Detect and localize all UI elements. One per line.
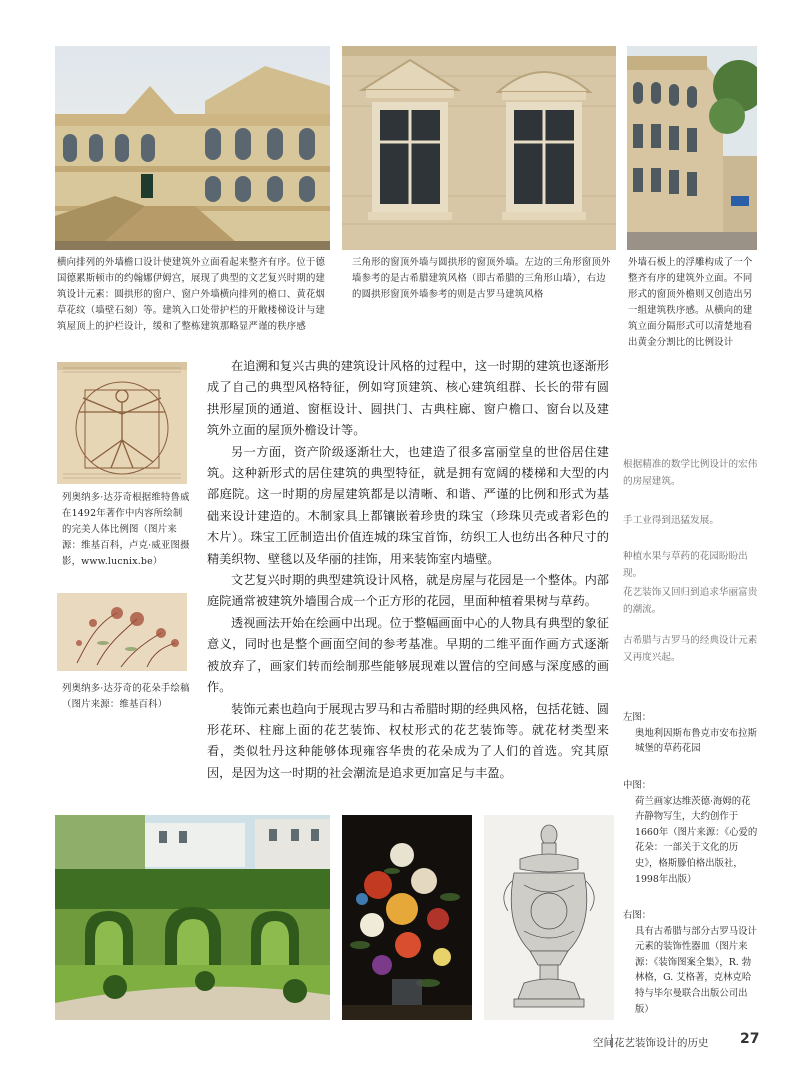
credit-left-image	[623, 710, 759, 757]
paragraph-perspective-painting: 透视画法开始在绘画中出现。位于整幅画面中心的人物具有典型的象征意义，同时也是整个画面空间的参考基准。早期的二维平面作画方式逐渐被放弃了，画家们转而绘制那些能够展现难以置信的空间感与深度感的画作。	[207, 615, 609, 695]
credit-left-label: 左图：	[623, 712, 652, 723]
credit-middle-image	[623, 778, 759, 887]
credit-middle-text: 荷兰画家达维茨德·海姆的花卉静物写生，大约创作于1660年（图片来源：《心爱的花朵：一部关于文化的历史》，格斯滕伯格出版社，1998年出版）	[635, 795, 758, 885]
caption-flower-sketch: 列奥纳多·达芬奇的花朵手绘稿（图片来源：维基百科）	[62, 683, 190, 710]
sidenote-classical: 古希腊与古罗马的经典设计元素又再度兴起。	[623, 635, 758, 663]
paragraph-decorative-elements: 装饰元素也趋向于展现古罗马和古希腊时期的经典风格，包括花链、圆形花环、柱廊上面的花艺装饰、权杖形式的花艺装饰等。就花材类型来看，类似牡丹这种能够体现雍容华贵的花朵成为了人们的首选。究其原因，是因为这一时期的社会潮流是追求更加富足与丰盈。	[207, 701, 609, 780]
paragraph-residential-buildings: 另一方面，资产阶级逐渐壮大，也建造了很多富丽堂皇的世俗居住建筑。这种新形式的居住建筑的典型特征，就是拥有宽阔的楼梯和大型的内部庭院。这一时期的房屋建筑都是以清晰、和谐、严谨的比例和形式为基础来设计建造的。木制家具上都镶嵌着珍贵的珠宝（珍珠贝壳或者彩色的木片）。珠宝工匠制造出价值连城的珠宝首饰，纺织工人也纺出各种尺寸的精美织物、壁毯以及华丽的挂饰，用来装饰室内墙壁。	[207, 444, 609, 566]
photo-vitruvian-man	[57, 362, 187, 484]
caption-johanneum: 横向排列的外墙檐口设计使建筑外立面看起来整齐有序。位于德国德累斯顿市的约翰娜伊姆宫，展现了典型的文艺复兴时期的建筑设计元素：圆拱形的窗户、窗户外墙横向排列的檐口、黄花烟草花纹（墙壁石刻）等。建筑入口处带护栏的开敞楼梯设计与建筑屋顶上的护栏设计，缓和了整栋建筑那略显严谨的秩序感	[57, 257, 326, 332]
sidenote-floral-trend: 花艺装饰又回归到追求华丽富贵的潮流。	[623, 587, 758, 615]
photo-still-life-painting	[342, 815, 472, 1020]
sidenote-crafts: 手工业得到迅猛发展。	[623, 515, 719, 526]
credit-left-text: 奥地利因斯布鲁克市安布拉斯城堡的草药花园	[635, 727, 757, 755]
credit-right-text: 具有古希腊与部分古罗马设计元素的装饰性器皿（图片来源：《装饰图案全集》，R. 勃林格，G. 艾格著，克林克哈特与毕尔曼联合出版公司出版）	[635, 925, 757, 1015]
sidenote-gardens: 种植水果与草药的花园盼盼出现。	[623, 551, 748, 579]
photo-facade-street	[627, 46, 757, 250]
photo-ornamental-vessel	[484, 815, 614, 1020]
sidenote-proportion: 根据精准的数学比例设计的宏伟的房屋建筑。	[623, 459, 758, 487]
photo-window-pediments	[342, 46, 616, 250]
caption-window-pediments: 三角形的窗顶外墙与圆拱形的窗顶外墙。左边的三角形窗顶外墙参考的是古希腊建筑风格（即古希腊的三角形山墙），右边的圆拱形窗顶外墙参考的则是古罗马建筑风格	[352, 257, 611, 300]
photo-flower-sketch	[57, 593, 187, 671]
caption-facade-relief: 外墙石板上的浮雕构成了一个整齐有序的建筑外立面。不同形式的窗顶外檐则又创造出另一组建筑秩序感。从横向的建筑立面分隔形式可以清楚地看出黄金分割比的比例设计	[628, 257, 753, 348]
credit-right-image	[623, 908, 759, 1017]
photo-johanneum-palace	[55, 46, 330, 250]
footer-section-title: 空间花艺装饰设计的历史	[593, 1037, 709, 1049]
paragraph-architecture-features: 在追溯和复兴古典的建筑设计风格的过程中，这一时期的建筑也逐渐形成了自己的典型风格特征，例如穹顶建筑、核心建筑组群、长长的带有圆拱形屋顶的通道、窗框设计、圆拱门、古典柱廊、窗户檐口、窗台以及建筑外立面的屋顶外檐设计等。	[207, 359, 609, 438]
paragraph-house-garden: 文艺复兴时期的典型建筑设计风格，就是房屋与花园是一个整体。内部庭院通常被建筑外墙围合成一个正方形的花园，里面种植着果树与草药。	[207, 573, 609, 609]
caption-vitruvian-man: 列奥纳多·达芬奇根据维特鲁威在1492年著作中内容所绘制的完美人体比例图（图片来源：维基百科，卢克·威亚图摄影，www.lucnix.be）	[62, 492, 190, 567]
credit-middle-label: 中图：	[623, 780, 652, 791]
main-article-text	[207, 356, 609, 784]
page-number: 27	[740, 1031, 760, 1047]
credit-right-label: 右图：	[623, 910, 652, 921]
photo-herb-garden	[55, 815, 330, 1020]
